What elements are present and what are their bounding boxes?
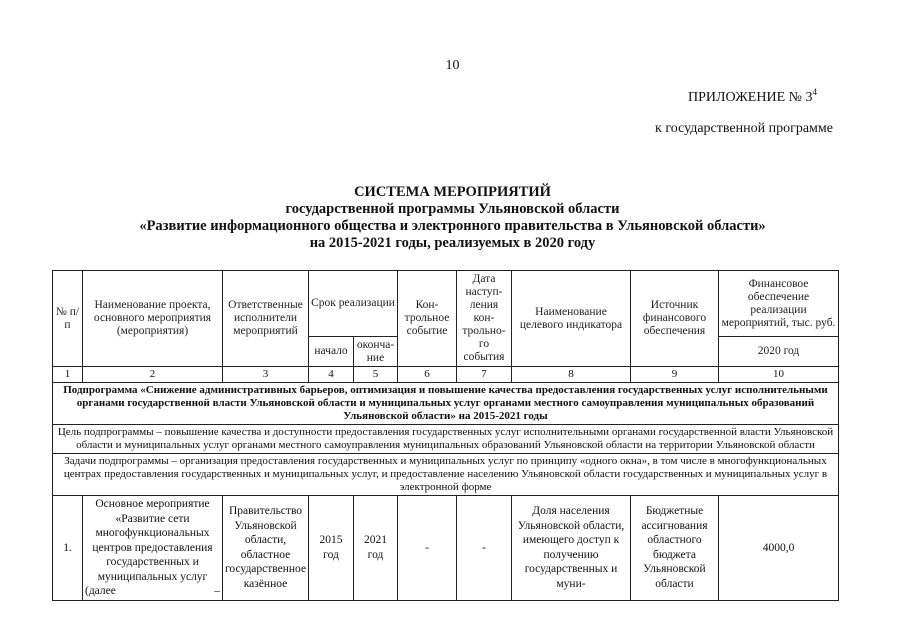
column-numbers-row [53,367,839,383]
col-number: 9 [631,367,719,383]
title-line-2: государственной программы Ульяновской области [285,201,620,217]
header-end: оконча-ние [354,337,398,367]
header-control-date: Дата наступ-ления кон-трольно-го события [457,271,512,367]
row-name: Основное мероприятие «Развитие сети многофункциональных центров предоставления государственных и муниципальных услуг (далее – [83,496,223,601]
row-control-event: - [398,496,457,601]
col-number: 4 [309,367,354,383]
header-source: Источник финансового обеспечения [631,271,719,367]
table-row [53,496,839,601]
page-number: 10 [445,58,460,73]
appendix-label [688,87,817,106]
events-table [52,270,839,601]
col-number: 8 [512,367,631,383]
row-num: 1. [53,496,83,601]
row-start: 2015 год [309,496,354,601]
col-number: 5 [354,367,398,383]
appendix-superscript: 4 [812,87,817,97]
header-start: начало [309,337,354,367]
document-title [0,184,905,252]
header-name: Наименование проекта, основного мероприятия (мероприятия) [83,271,223,367]
header-control-event: Кон-трольное событие [398,271,457,367]
title-line-1: СИСТЕМА МЕРОПРИЯТИЙ [354,184,551,200]
goal-row [53,425,839,454]
program-reference: к государственной программе [655,121,833,136]
subprogram-tasks: Задачи подпрограммы – организация предоставления государственных и муниципальных услуг по принципу «одного окна», в том числе в многофункциональных центрах предоставления государственных и муниципальных услуг, и предоставление населению Ульяновской области государственных и муниципальных услуг в электронной форме [53,454,839,496]
subprogram-title: Подпрограмма «Снижение административных барьеров, оптимизация и повышение качества предоставления государственных услуг исполнительными органами государственной власти Ульяновской области и муниципальных услуг органами местного самоуправления муниципальных образований Ульяновской области» на 2015-2021 годы [53,383,839,425]
row-end: 2021 год [354,496,398,601]
header-responsible: Ответственные исполнители мероприятий [223,271,309,367]
header-indicator: Наименование целевого индикатора [512,271,631,367]
appendix-text: ПРИЛОЖЕНИЕ № 3 [688,90,813,105]
title-line-3: «Развитие информационного общества и электронного правительства в Ульяновской области» [139,218,766,234]
subprogram-goal: Цель подпрограммы – повышение качества и доступности предоставления государственных услуг исполнительными органами государственной власти Ульяновской области и муниципальных услуг органами местного самоуправления муниципальных образований Ульяновской области на территории Ульяновской области [53,425,839,454]
row-finance: 4000,0 [719,496,839,601]
header-period: Срок реализации [309,271,398,337]
row-control-date: - [457,496,512,601]
row-indicator: Доля населения Ульяновской области, имеющего доступ к получению государственных и муни- [512,496,631,601]
header-row-1 [53,271,839,337]
col-number: 6 [398,367,457,383]
col-number: 10 [719,367,839,383]
col-number: 3 [223,367,309,383]
row-responsible: Правительство Ульяновской области, областное государственное казённое [223,496,309,601]
tasks-row [53,454,839,496]
subprogram-row [53,383,839,425]
col-number: 2 [83,367,223,383]
header-finance: Финансовое обеспечение реализации мероприятий, тыс. руб. [719,271,839,337]
row-source: Бюджетные ассигнования областного бюджета Ульяновской области [631,496,719,601]
col-number: 7 [457,367,512,383]
header-num: № п/п [53,271,83,367]
title-line-4: на 2015-2021 годы, реализуемых в 2020 году [309,235,596,251]
col-number: 1 [53,367,83,383]
header-year: 2020 год [719,337,839,367]
